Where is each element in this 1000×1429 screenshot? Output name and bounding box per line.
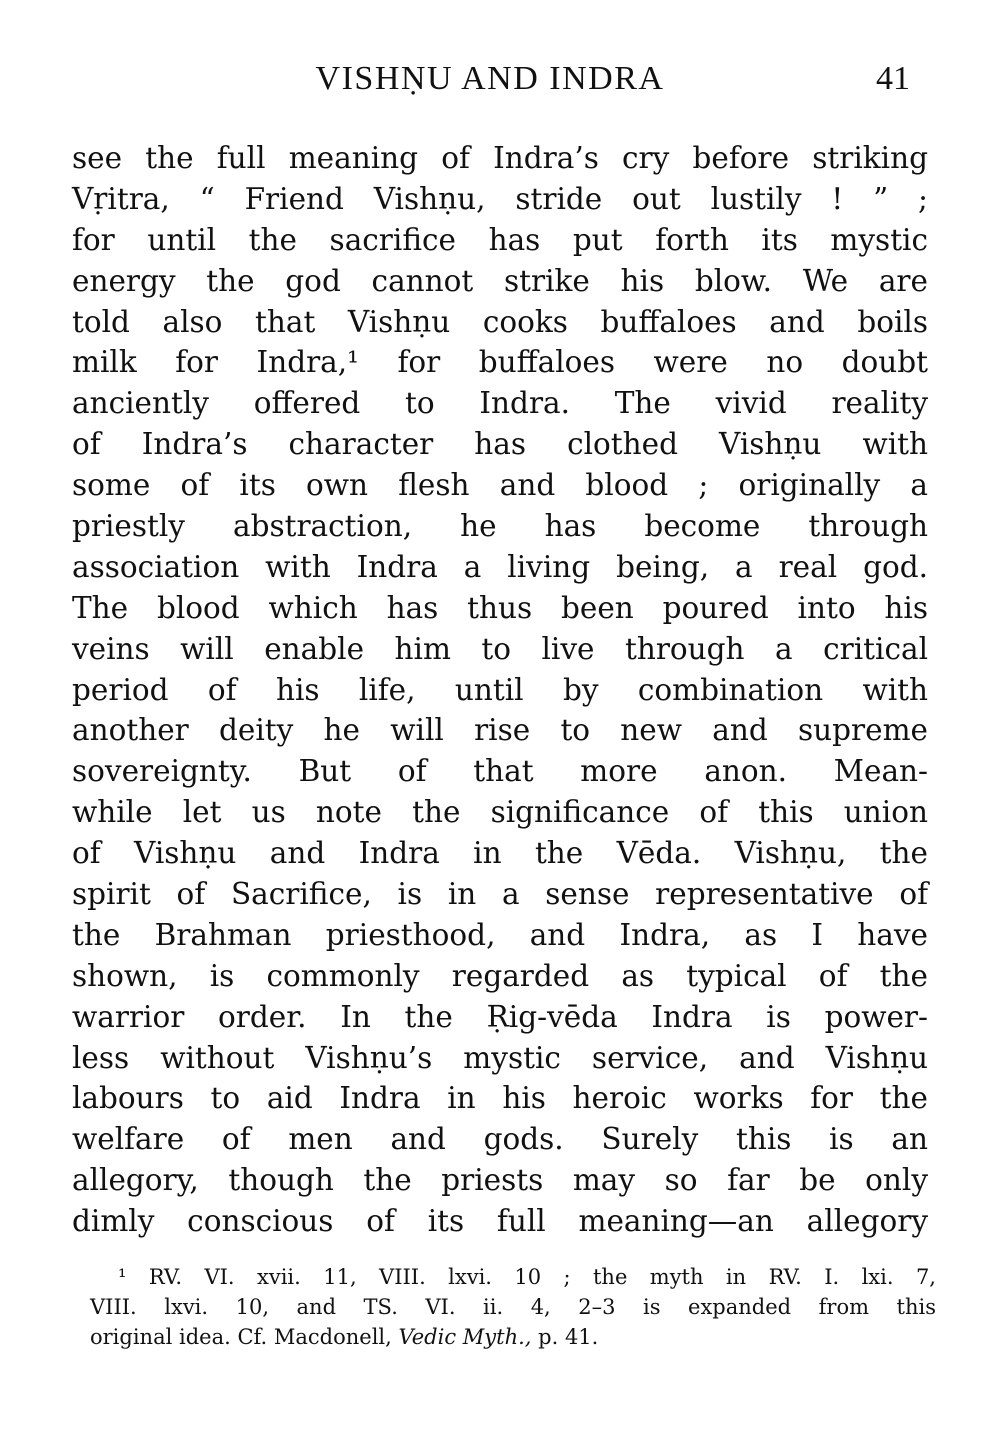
footnote [90, 1262, 936, 1352]
footnote-text: original idea. Cf. Macdonell, [90, 1325, 392, 1349]
running-title: VISHṆU AND INDRA [315, 60, 665, 97]
text-line: association with Indra a living being, a real god. [72, 549, 928, 584]
text-line: dimly conscious of its full meaning—an allegory [72, 1204, 928, 1239]
footnote-line [90, 1322, 936, 1352]
footnote-text: p. 41. [538, 1325, 599, 1349]
text-line: the Brahman priesthood, and Indra, as I have [72, 917, 928, 952]
page-number: 41 [876, 60, 910, 97]
footnote-citation-title: Vedic Myth., [398, 1325, 532, 1349]
text-line: priestly abstraction, he has become through [72, 509, 928, 544]
text-line: of Vishṇu and Indra in the Vēda. Vishṇu, the [72, 836, 928, 871]
text-line: The blood which has thus been poured into his [72, 590, 928, 625]
text-line: some of its own flesh and blood ; originally a [72, 468, 928, 503]
text-line: energy the god cannot strike his blow. We are [72, 263, 928, 298]
text-line: shown, is commonly regarded as typical of the [72, 958, 928, 993]
text-line: spirit of Sacrifice, is in a sense representative of [72, 877, 928, 912]
text-line: less without Vishṇu’s mystic service, and Vishṇu [72, 1040, 928, 1075]
running-head [70, 60, 910, 104]
text-line: for until the sacrifice has put forth its mystic [72, 222, 928, 257]
text-line: of Indra’s character has clothed Vishṇu with [72, 427, 928, 462]
text-line: labours to aid Indra in his heroic works for the [72, 1081, 928, 1116]
text-line: warrior order. In the Ṛig-vēda Indra is power- [72, 999, 928, 1034]
text-line: anciently offered to Indra. The vivid reality [72, 386, 928, 421]
text-line: allegory, though the priests may so far be only [72, 1163, 928, 1198]
text-line: veins will enable him to live through a critical [72, 631, 928, 666]
text-line: see the full meaning of Indra’s cry before striking [72, 141, 928, 175]
text-line: told also that Vishṇu cooks buffaloes and boils [72, 304, 928, 339]
text-line: Vṛitra, “ Friend Vishṇu, stride out lustily ! ” ; [72, 181, 928, 216]
text-line: milk for Indra,¹ for buffaloes were no doubt [72, 345, 928, 380]
text-line: sovereignty. But of that more anon. Mean- [72, 754, 928, 789]
body-text [72, 138, 928, 1242]
footnote-line: VIII. lxvi. 10, and TS. VI. ii. 4, 2–3 is expanded from this [90, 1295, 936, 1319]
text-line: another deity he will rise to new and supreme [72, 713, 928, 748]
text-line: period of his life, until by combination with [72, 672, 928, 707]
text-line: while let us note the significance of this union [72, 795, 928, 830]
footnote-line: ¹ RV. VI. xvii. 11, VIII. lxvi. 10 ; the myth in RV. I. lxi. 7, [118, 1265, 936, 1289]
text-line: welfare of men and gods. Surely this is an [72, 1122, 928, 1157]
